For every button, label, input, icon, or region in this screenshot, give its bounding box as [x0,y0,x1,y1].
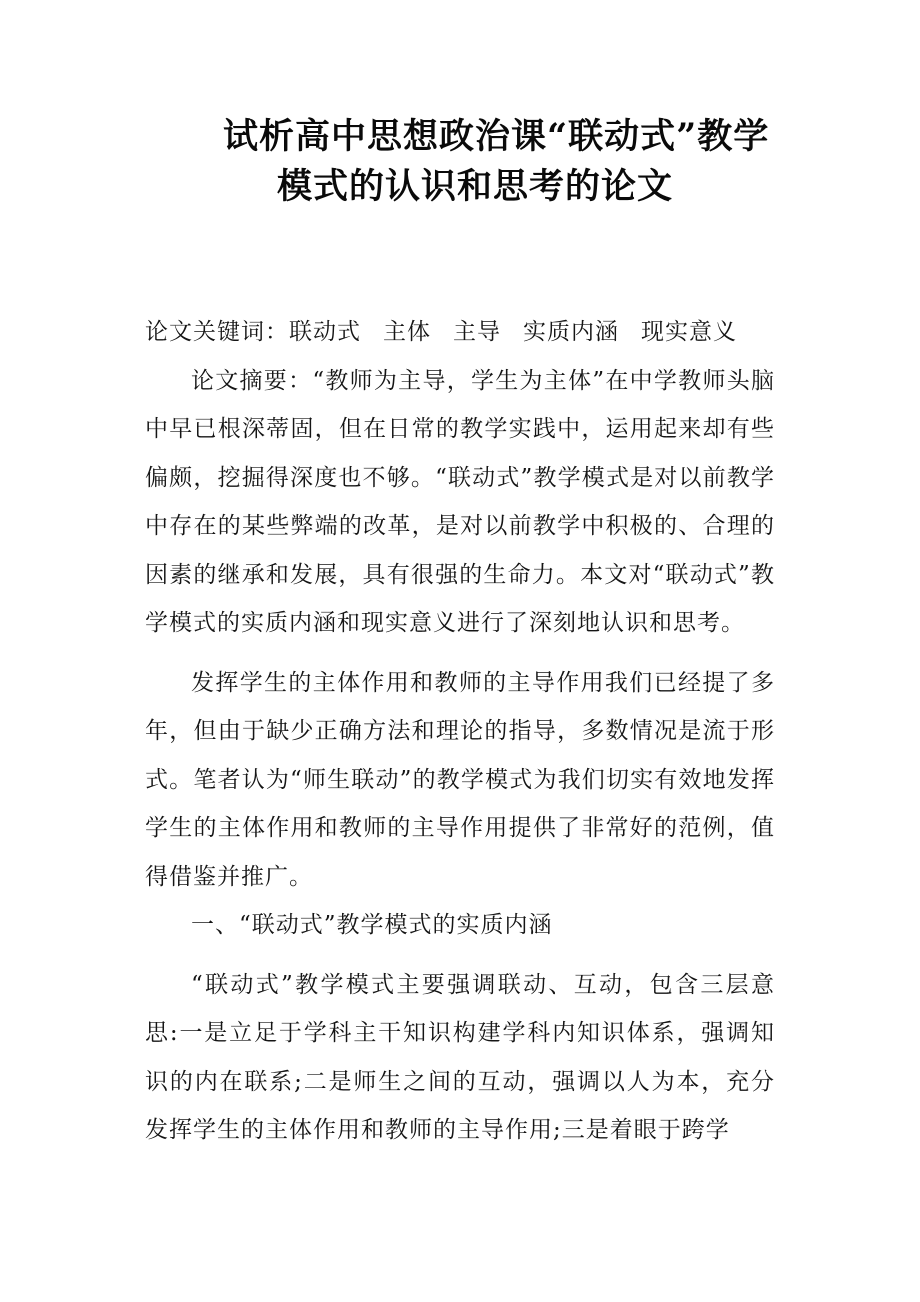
keyword: 联动式 [289,319,361,345]
keyword: 实质内涵 [523,319,619,345]
body-paragraph: 发挥学生的主体作用和教师的主导作用我们已经提了多年，但由于缺少正确方法和理论的指导，多数情况是流于形式。笔者认为“师生联动”的教学模式为我们切实有效地发挥学生的主体作用和教师的主导作用提供了非常好的范例，值得借鉴并推广。 [145,669,775,890]
keywords-line [145,308,775,357]
document-body [145,308,775,1155]
abstract-paragraph: 论文摘要：“教师为主导，学生为主体”在中学教师头脑中早已根深蒂固，但在日常的教学实践中，运用起来却有些偏颇，挖掘得深度也不够。“联动式”教学模式是对以前教学中存在的某些弊端的改革，是对以前教学中积极的、合理的因素的继承和发展，具有很强的生命力。本文对“联动式”教学模式的实质内涵和现实意义进行了深刻地认识和思考。 [145,367,775,636]
document-title [145,112,775,212]
title-line-1: 试析高中思想政治课“联动式”教学 [223,116,770,157]
keyword: 现实意义 [641,319,737,345]
keyword: 主导 [453,319,501,345]
body-paragraph: “联动式”教学模式主要强调联动、互动，包含三层意思:一是立足于学科主干知识构建学科内知识体系，强调知识的内在联系;二是师生之间的互动，强调以人为本，充分发挥学生的主体作用和教师的主导作用;三是着眼于跨学 [145,971,775,1143]
title-line-2: 模式的认识和思考的论文 [277,166,674,207]
keywords-label: 论文关键词： [145,319,289,345]
keyword: 主体 [383,319,431,345]
section-heading: 一、“联动式”教学模式的实质内涵 [191,912,553,938]
